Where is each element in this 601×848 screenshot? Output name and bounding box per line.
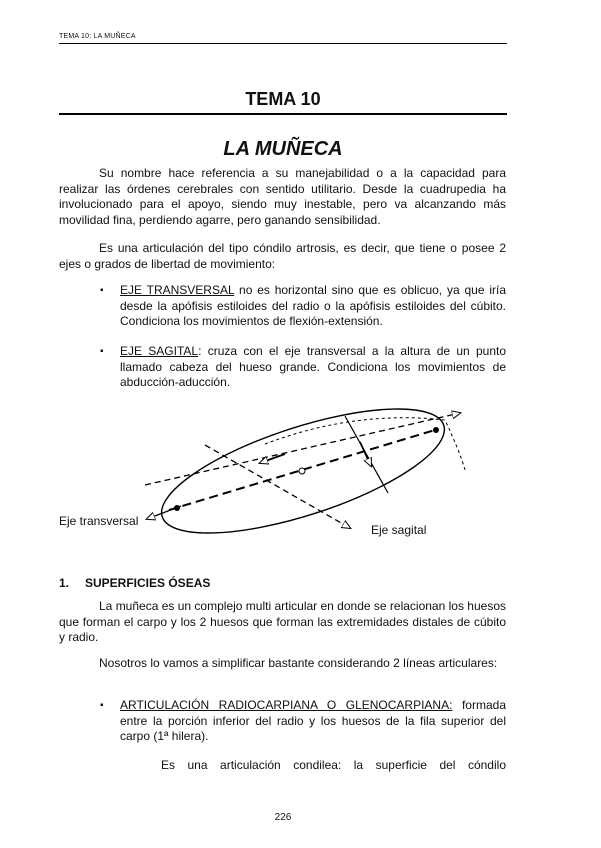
list-item-sagittal-axis (120, 344, 506, 391)
simplify-paragraph: Nosotros lo vamos a simplificar bastante considerando 2 líneas articulares: (99, 656, 498, 670)
axes-intro-paragraph: Es una articulación del tipo cóndilo artrosis, es decir, que tiene o posee 2 ejes o grados de libertad de movimiento: (59, 241, 506, 271)
header-rule (59, 43, 507, 44)
ulnar-styloid-point (433, 427, 439, 433)
section-heading (59, 576, 210, 590)
chapter-rule (59, 113, 507, 115)
term-radiocarpal-joint: ARTICULACIÓN RADIOCARPIANA O GLENOCARPIANA: (120, 698, 453, 712)
description-sagittal-axis: : cruza con el eje transversal a la altura de un punto llamado cabeza del hueso grande. Condiciona los movimientos de abducción-aducción. (120, 344, 507, 390)
page-number: 226 (274, 812, 292, 823)
intro-paragraph: Su nombre hace referencia a su manejabilidad o a la capacidad para realizar las órdenes cerebrales con sentido utilitario. Desde la cuadrupedia ha involucionado para el apoyo, siendo muy inestable, pero va alcanzando más movilidad fina, perdiendo agarre, pero ganando sensibilidad. (59, 166, 506, 227)
radial-styloid-point (174, 505, 180, 511)
list-item-transverse-axis (120, 283, 506, 330)
description-transverse-axis: no es horizontal sino que es oblicuo, ya que iría desde la apófisis estiloides del radio o la apófisis estiloides del cúbito. Condiciona los movimientos de flexión-extensión. (120, 283, 506, 329)
axes-intersection-point (299, 468, 305, 474)
list-bullet: ▪ (100, 700, 104, 711)
label-sagittal-axis: Eje sagital (371, 523, 427, 537)
chapter-title: LA MUÑECA (223, 138, 343, 160)
list-bullet: ▪ (100, 285, 104, 296)
section-title: SUPERFICIES ÓSEAS (85, 576, 211, 590)
list-bullet: ▪ (100, 346, 104, 357)
surface-arrow-right (360, 442, 371, 466)
chapter-number: TEMA 10 (245, 89, 321, 109)
description-radiocarpal-joint: formada entre la porción inferior del radio y los huesos de la fila superior del carpo (1ª hilera). (120, 698, 506, 744)
list-item-radiocarpal-joint (120, 698, 506, 745)
condyle-paragraph: Es una articulación condilea: la superficie del cóndilo (161, 758, 506, 772)
term-sagittal-axis: EJE SAGITAL (120, 344, 199, 358)
bones-paragraph: La muñeca es un complejo multi articular en donde se relacionan los huesos que forman el carpo y los 2 huesos que forman las extremidades distales de cúbito y radio. (59, 599, 506, 645)
label-transverse-axis: Eje transversal (59, 514, 139, 528)
running-header: TEMA 10: LA MUÑECA (59, 33, 136, 40)
rotation-arc (265, 418, 465, 470)
section-number: 1. (59, 576, 70, 590)
term-transverse-axis: EJE TRANSVERSAL (120, 283, 235, 297)
